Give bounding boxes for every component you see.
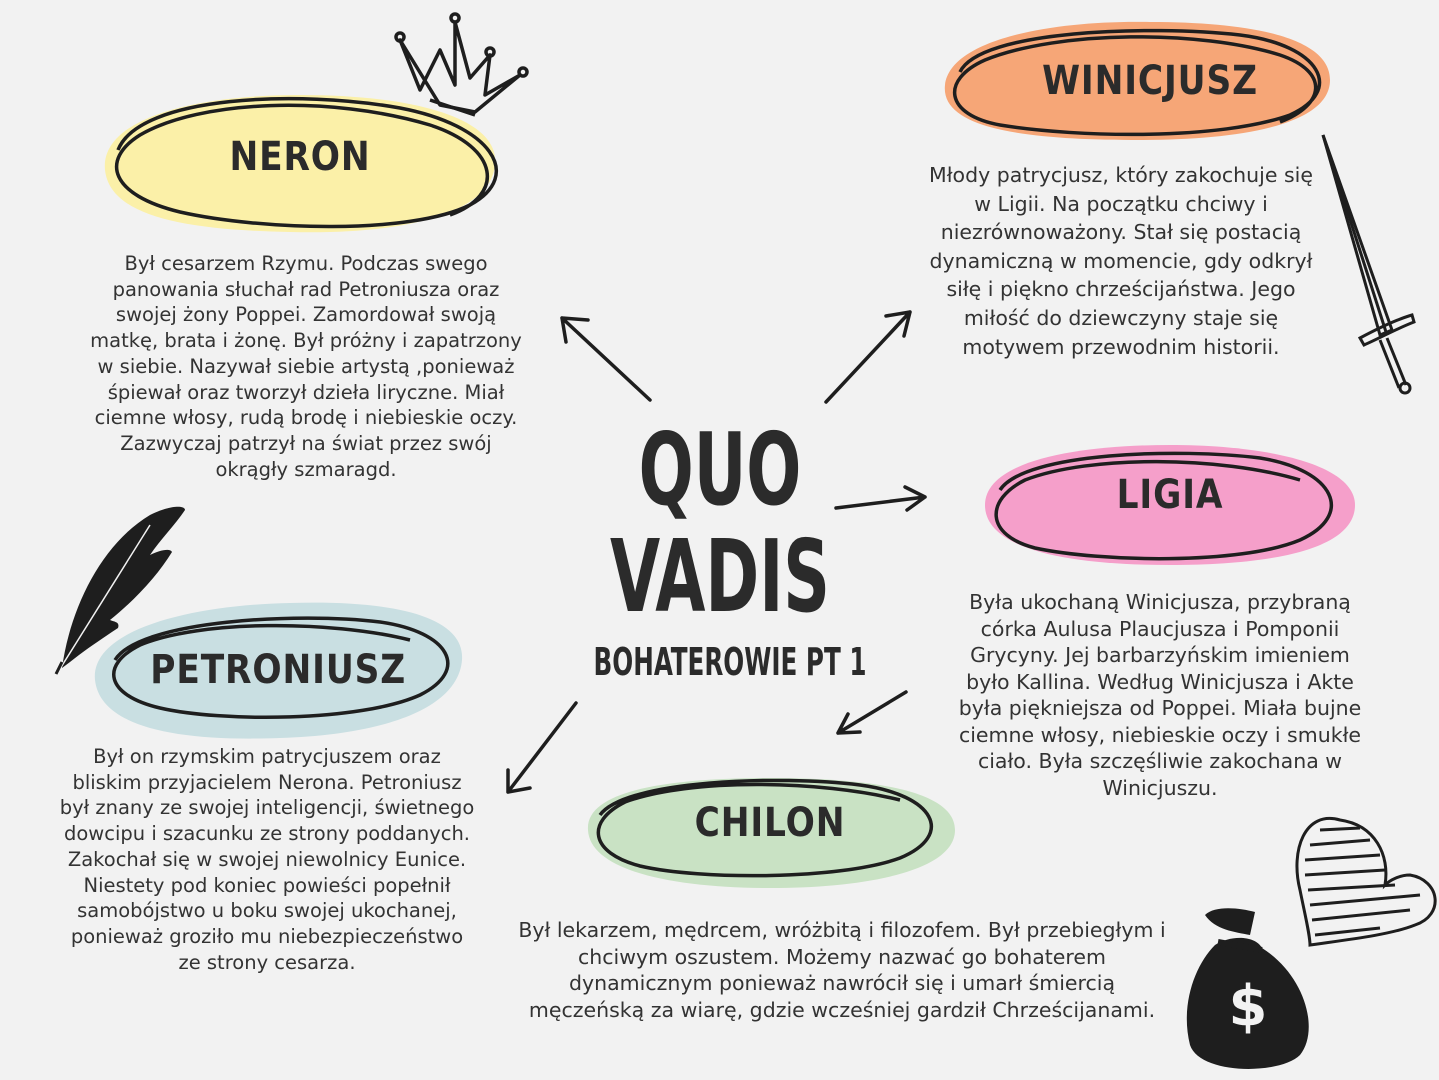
title-vadis: VADIS — [610, 518, 830, 635]
winicjusz-description: Młody patrycjusz, który zakochuje się w Ligii. Na początku chciwy i niezrównoważony. Stał się postacią dynamiczną w momencie, gdy odkrył siłę i piękno chrześcijaństwa. Jego miłość do dziewczyny staje się motywem przewodnim historii. — [929, 163, 1313, 359]
arrow-to-chilon — [838, 692, 906, 733]
neron-name: NERON — [229, 134, 371, 180]
chilon-name: CHILON — [694, 800, 846, 846]
ligia-description: Była ukochaną Winicjusza, przybraną córka Aulusa Plaucjusza i Pomponii Grycyny. Jej barbarzyńskim imieniem było Kallina. Według Winicjusza i Akte była piękniejsza od Poppei. Miała bujne ciemne włosy, niebieskie oczy i smukłe ciało. Była szczęśliwie zakochana w Winicjuszu. — [958, 590, 1362, 800]
heart-icon — [1297, 818, 1435, 945]
arrow-to-winicjusz — [826, 312, 910, 402]
title-quo: QUO — [638, 411, 802, 528]
petroniusz-description: Był on rzymskim patrycjuszem oraz bliskim przyjacielem Nerona. Petroniusz był znany ze swojej inteligencji, świetnego dowcipu i szacunku ze strony poddanych. Zakochał się w swojej niewolnicy Eunice. Niestety pod koniec powieści popełnił samobójstwo u boku swojej ukochanej, ponieważ groziło mu niebezpieczeństwo ze strony cesarza. — [59, 745, 475, 974]
winicjusz-name: WINICJUSZ — [1042, 58, 1258, 104]
arrow-to-ligia — [836, 487, 925, 510]
petroniusz-name: PETRONIUSZ — [150, 647, 407, 693]
crown-icon — [396, 14, 527, 115]
neron-description: Był cesarzem Rzymu. Podczas swego panowania słuchał rad Petroniusza oraz swojej żony Poppei. Zamordował swoją matkę, brata i żonę. Był próżny i zapatrzony w siebie. Nazywał siebie artystą ,ponieważ śpiewał oraz tworzył dzieła liryczne. Miał ciemne włosy, rudą brodę i niebieskie oczy. Zazwyczaj patrzył na świat przez swój okrągły szmaragd. — [90, 252, 522, 481]
chilon-description: Był lekarzem, mędrcem, wróżbitą i filozofem. Był przebiegłym i chciwym oszustem. Możemy nazwać go bohaterem dynamicznym ponieważ nawrócił się i umarł śmiercią męczeńską za wiarę, gdzie wcześniej gardził Chrześcijanami. — [518, 918, 1166, 1022]
dollar-sign: $ — [1228, 974, 1268, 1039]
ligia-name: LIGIA — [1116, 472, 1224, 518]
sword-icon — [1323, 135, 1414, 393]
subtitle: BOHATEROWIE PT 1 — [593, 640, 867, 684]
arrow-to-petroniusz — [508, 703, 576, 792]
arrow-to-neron — [562, 318, 650, 400]
